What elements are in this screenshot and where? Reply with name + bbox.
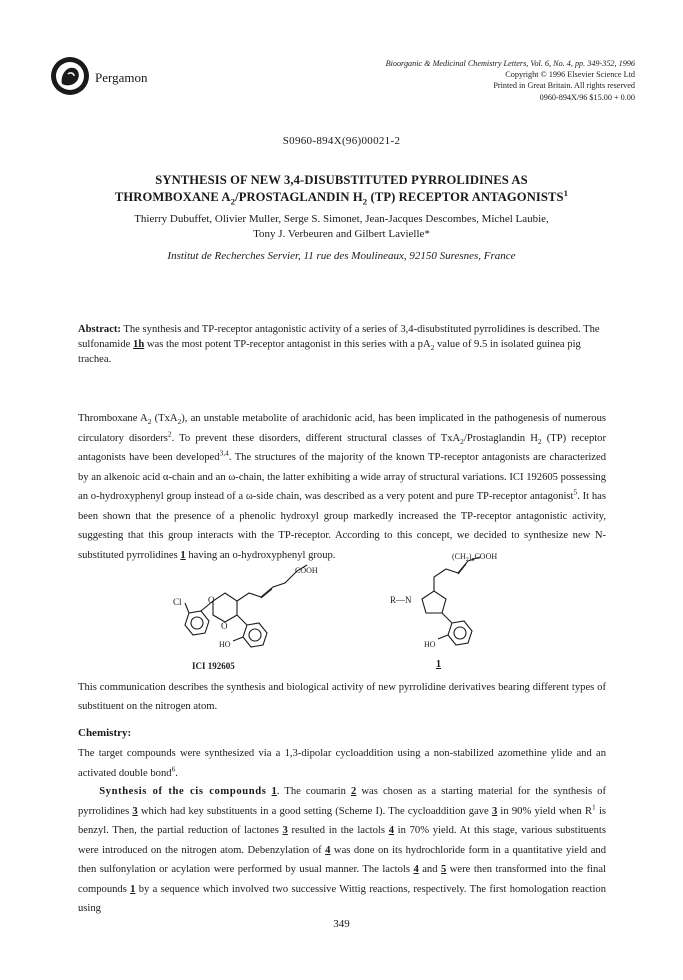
hydroxyl-label: HO (424, 640, 436, 649)
chemistry-paragraph-2 (78, 782, 606, 919)
chemistry-text: . The coumarin (276, 786, 352, 797)
chemistry-text: resulted in the lactols (287, 825, 389, 836)
pergamon-logo-icon (50, 56, 90, 96)
ici-192605-label: ICI 192605 (192, 661, 235, 671)
compound-ref: 4 (388, 825, 394, 836)
subsection-lead: Synthesis of the cis compounds (99, 786, 267, 797)
chemistry-text: and (418, 864, 441, 875)
citation-ref: 5 (573, 487, 578, 497)
compound-ref: 4 (325, 844, 331, 856)
intro-text: Thromboxane A (78, 413, 148, 424)
title-subscript: 2 (362, 196, 368, 207)
oxygen-atom: O (208, 595, 215, 605)
intro-subscript: 2 (460, 436, 464, 446)
intro-text: ), an unstable metabolite of arachidonic acid, has been implicated in the pathogenesis of numerous circulatory disorders (78, 413, 606, 444)
chemistry-heading: Chemistry: (78, 727, 132, 739)
intro-subscript: 2 (537, 436, 542, 446)
article-doi: S0960-894X(96)00021-2 (282, 135, 401, 147)
intro-text: . The structures of the majority of the known TP-receptor antagonists are characterized by an alkenoic acid α-chain and an ω-chain, the latter exhibiting a wide array of structural variations. ICI 192605 possessing an o-hydroxyphenyl group instead of a ω-side chain, was described as a very potent and pure TP-receptor antagonist (78, 452, 606, 502)
chemistry-text: in 70% yield. At this stage, various substituents were introduced on the nitrogen atom. Debenzylation of (78, 825, 606, 856)
chemistry-text: which had key substituents in a good setting (Scheme I). The cycloaddition gave (137, 805, 492, 817)
chemistry-text: were then transformed into the final compounds (78, 864, 606, 895)
intro-subscript: 2 (147, 417, 152, 427)
article-title (60, 172, 623, 206)
author-list (60, 212, 623, 242)
intro-text: (TP) receptor antagonists have been developed (78, 432, 607, 463)
chemistry-text: was chosen as a starting material for the synthesis of pyrrolidines (78, 786, 606, 817)
title-text: (TP) RECEPTOR ANTAGONISTS (367, 190, 564, 204)
abstract-text: value of 9.5 in isolated guinea pig trachea. (78, 339, 581, 365)
compound-ref: 3 (282, 825, 288, 836)
chemistry-text: . (175, 767, 178, 779)
intro-text: . To prevent these disorders, different structural classes of TxA (171, 432, 461, 444)
title-subscript: 2 (230, 196, 236, 207)
title-text: /PROSTAGLANDIN H (235, 190, 363, 204)
intro-text: (TxA (151, 413, 178, 424)
chemistry-text: by a sequence which involved two successive Wittig reactions, respectively. The first homologation reaction using (78, 883, 606, 914)
publisher-name: Pergamon (95, 70, 148, 85)
authors-line-2: Tony J. Verbeuren and Gilbert Lavielle* (253, 228, 430, 240)
abstract-text: was the most potent TP-receptor antagonist in this series with a pA (144, 339, 431, 350)
abstract-label: Abstract: (78, 324, 121, 335)
title-line-1: SYNTHESIS OF NEW 3,4-DISUBSTITUTED PYRROLIDINES AS (155, 173, 528, 187)
affiliation: Institut de Recherches Servier, 11 rue des Moulineaux, 92150 Suresnes, France (167, 250, 516, 262)
intro-paragraph (78, 409, 606, 565)
title-line-2 (60, 189, 623, 206)
intro-text: /Prostaglandin H (463, 432, 538, 444)
pyrrolidine-1-structure (360, 547, 560, 657)
citation-ref: 2 (167, 428, 172, 438)
carboxyl-label: COOH (295, 566, 318, 575)
intro-subscript: 2 (177, 417, 182, 427)
issn-price-line: 0960-894X/96 $15.00 + 0.00 (539, 92, 635, 102)
communication-paragraph: This communication describes the synthesis and biological activity of new pyrrolidine derivatives bearing different types of substituent on the nitrogen atom. (78, 682, 606, 712)
abstract (78, 322, 606, 367)
chemistry-text: was done on its hydrochloride form in a quantitative yield and then sulfonylation or acylation were performed by usual manner. The lactols (78, 844, 606, 875)
chemistry-text: in 90% yield when R (497, 805, 593, 817)
compound-ref: 3 (491, 805, 498, 817)
chemistry-paragraph-1 (78, 744, 606, 783)
oxygen-atom: O (221, 621, 228, 631)
ici-192605-structure (165, 555, 325, 660)
title-text: THROMBOXANE A (114, 190, 231, 204)
journal-citation: Bioorganic & Medicinal Chemistry Letters, Vol. 6, No. 4, pp. 349-352, 1996 (385, 59, 635, 68)
superscript: 1 (592, 801, 596, 811)
copyright-line: Copyright © 1996 Elsevier Science Ltd (505, 70, 635, 80)
page-number: 349 (333, 918, 350, 930)
chemistry-text: is benzyl. Then, the partial reduction of lactones (78, 805, 607, 836)
intro-text: . It has been shown that the presence of a phenolic hydroxyl group markedly increased the TP-receptor antagonistic activity, suggesting that this group interacts with the TP-receptor. According to this concept, we decided to synthesize new N-substituted pyrrolidines (78, 491, 606, 561)
compound-ref: 1h (133, 339, 145, 350)
title-footnote-ref: 1 (563, 187, 569, 198)
chemistry-text: The target compounds were synthesized via a 1,3-dipolar cycloaddition using a non-stabilized azomethine ylide and an activated double bond (78, 748, 606, 779)
r-nitrogen-label: R—N (390, 595, 412, 605)
compound-ref: 1 (180, 549, 186, 561)
journal-info (275, 58, 635, 103)
compound-ref: 2 (351, 786, 357, 797)
chain-label: $(CH_2)_nCOOH$ (452, 552, 498, 563)
citation-ref: 3,4 (219, 448, 229, 458)
compound-ref: 3 (132, 805, 138, 817)
cl-atom: Cl (173, 597, 182, 607)
compound-ref: 1 (271, 786, 277, 797)
compound-1-label: 1 (436, 659, 441, 670)
authors-line-1: Thierry Dubuffet, Olivier Muller, Serge S. Simonet, Jean-Jacques Descombes, Michel Laubie, (134, 213, 549, 225)
citation-ref: 6 (171, 763, 176, 773)
compound-ref: 5 (441, 864, 447, 875)
compound-ref: 4 (413, 864, 419, 875)
rights-line: Printed in Great Britain. All rights reserved (493, 81, 635, 91)
abstract-text: The synthesis and TP-receptor antagonistic activity of a series of 3,4-disubstituted pyrrolidines is described. The sulfonamide (78, 324, 600, 350)
abstract-subscript: 2 (430, 343, 435, 353)
intro-text: having an o-hydroxyphenyl group. (185, 549, 336, 561)
hydroxyl-label: HO (219, 640, 231, 649)
compound-ref: 1 (130, 883, 136, 895)
